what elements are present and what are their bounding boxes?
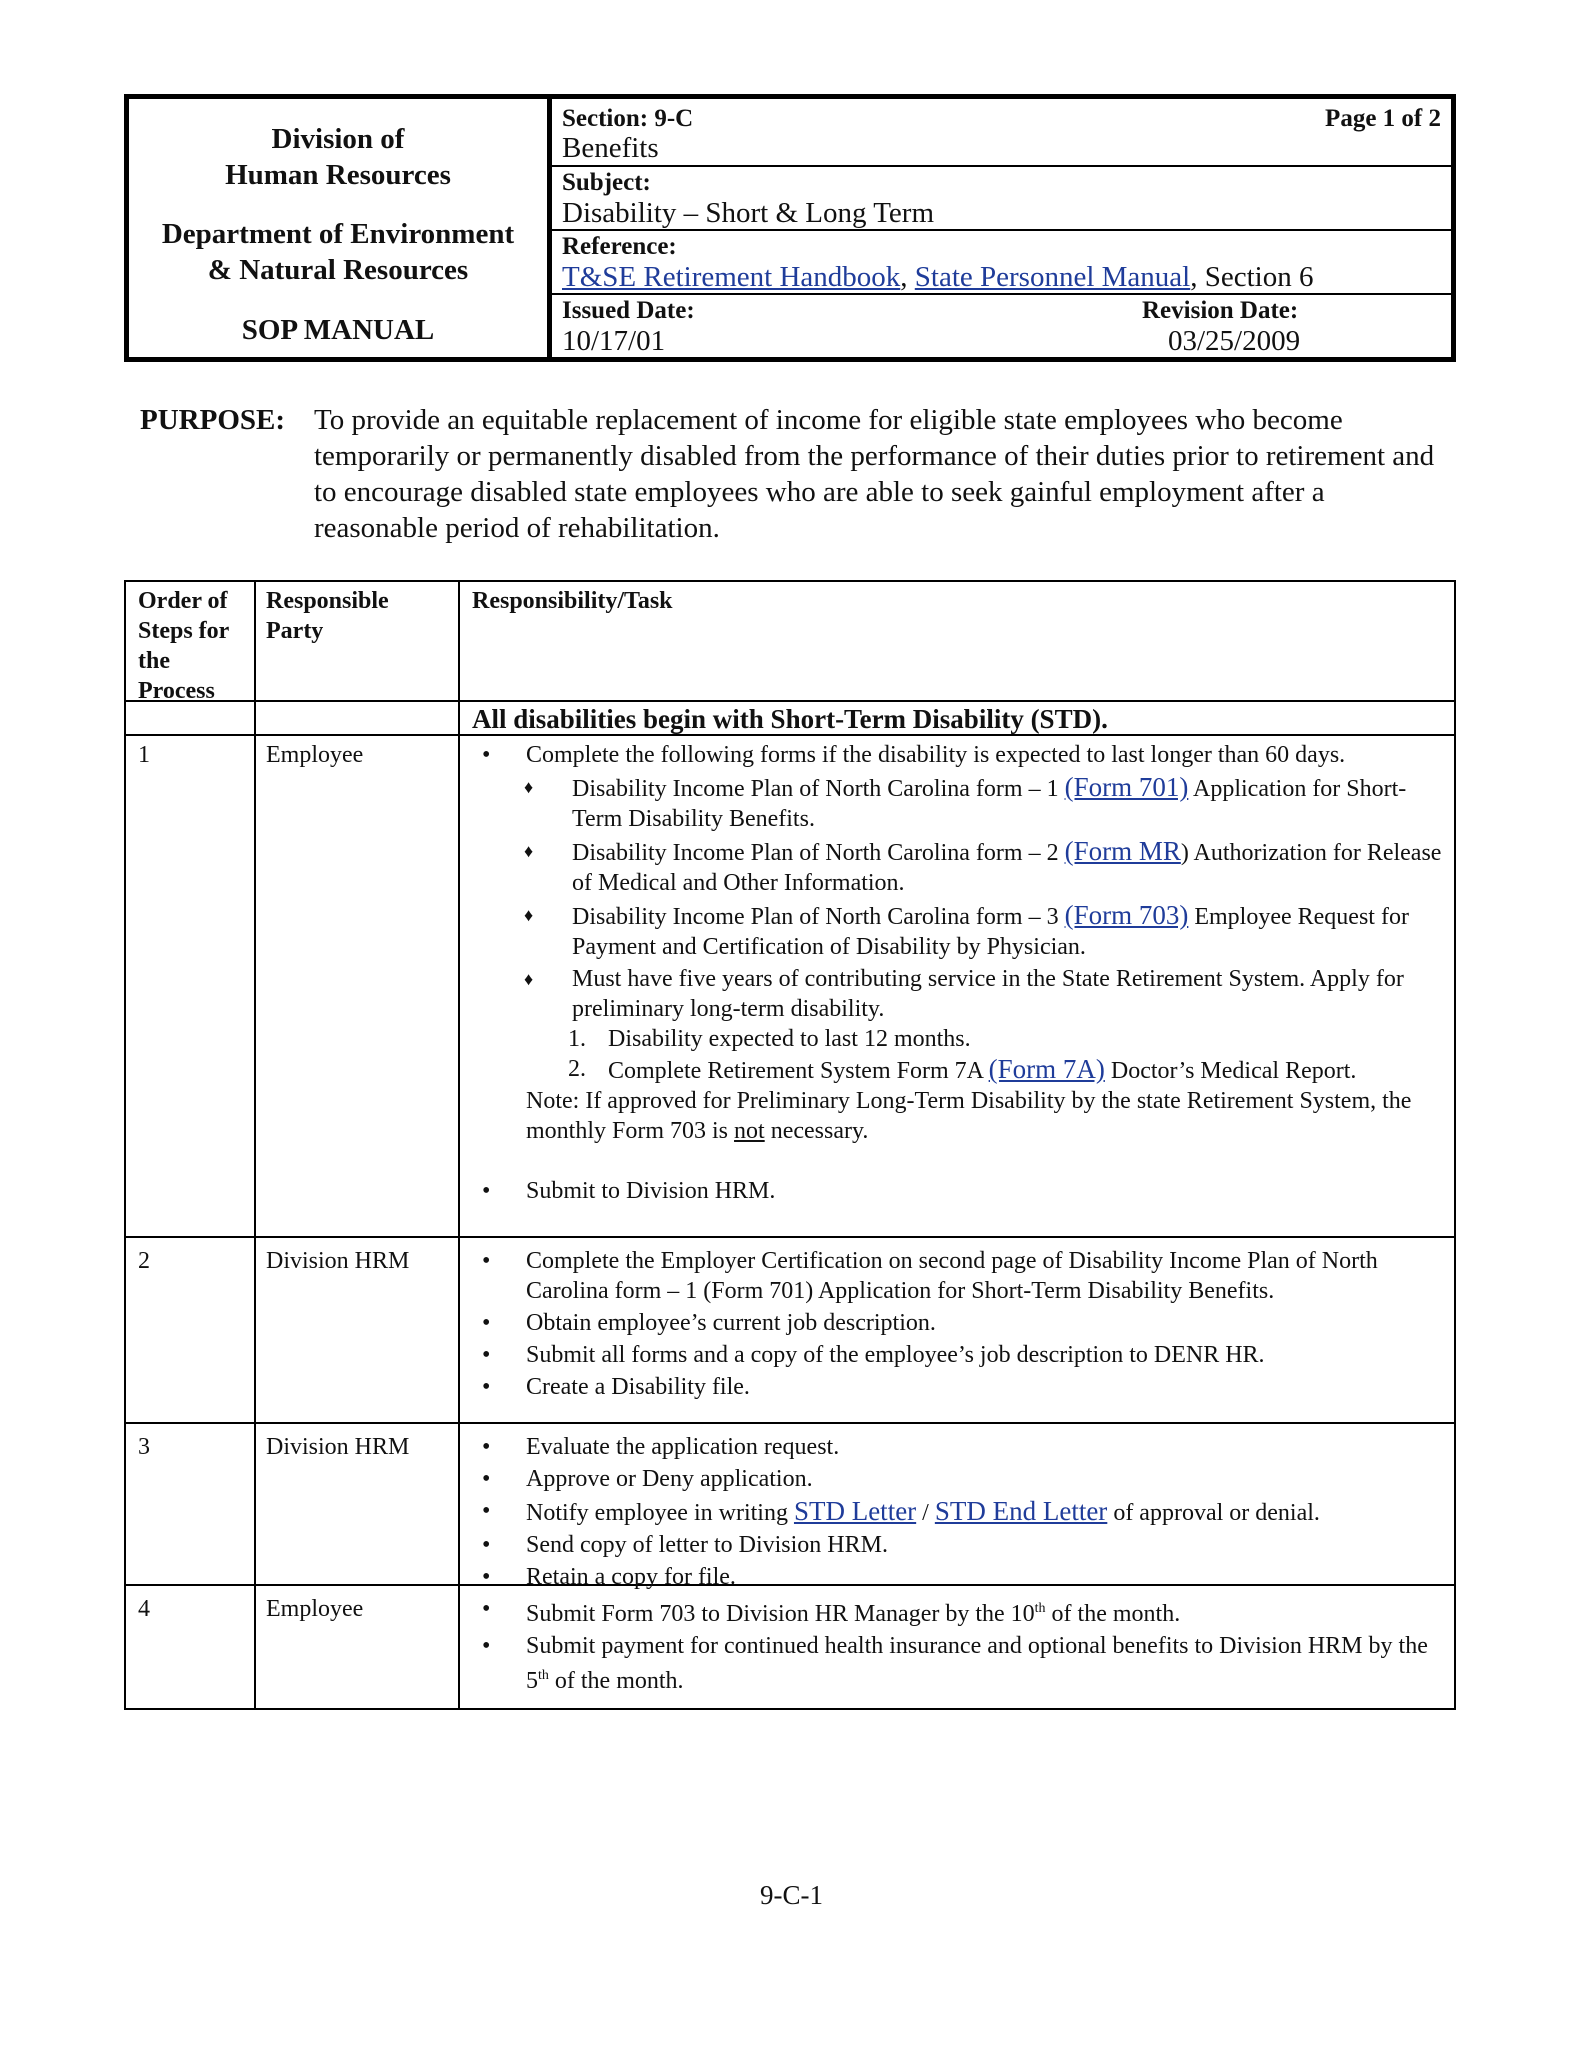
task-item: • Approve or Deny application. bbox=[468, 1464, 1446, 1494]
form-item bbox=[468, 900, 1446, 962]
org-line: Human Resources bbox=[225, 159, 451, 191]
form-item bbox=[468, 836, 1446, 898]
header-line: Process bbox=[138, 678, 215, 704]
item-text: Doctor’s Medical Report. bbox=[1104, 1058, 1357, 1084]
org-line: Department of Environment bbox=[161, 218, 515, 250]
std-letter-link[interactable]: STD Letter bbox=[793, 1496, 917, 1526]
sop-manual-title: SOP MANUAL bbox=[241, 314, 435, 346]
page-label: Page 1 of 2 bbox=[1325, 105, 1441, 132]
item-text: Disability expected to last 12 months. bbox=[608, 1026, 971, 1052]
document-info bbox=[552, 99, 1451, 357]
purpose-label: PURPOSE: bbox=[140, 404, 285, 436]
responsible-party: Division HRM bbox=[266, 1248, 410, 1274]
numbered-item bbox=[468, 1054, 1446, 1086]
step-number: 2 bbox=[138, 1248, 150, 1274]
header-box bbox=[124, 94, 1456, 362]
task-item: • Submit to Division HRM. bbox=[468, 1176, 1446, 1206]
task-item: • Complete the following forms if the disability is expected to last longer than 60 days. bbox=[468, 740, 1446, 770]
responsible-party: Employee bbox=[266, 1596, 364, 1622]
organization-block bbox=[129, 99, 552, 357]
intro-statement: All disabilities begin with Short-Term Disability (STD). bbox=[472, 704, 1108, 734]
reference-row bbox=[552, 229, 1451, 295]
reference-label: Reference: bbox=[562, 233, 677, 260]
task-item bbox=[468, 1594, 1446, 1629]
task-text: Submit payment for continued health insurance and optional benefits to Division HRM by the 5 bbox=[526, 1633, 1428, 1694]
state-personnel-manual-link[interactable]: State Personnel Manual bbox=[914, 261, 1191, 293]
task-item: • Retain a copy for file. bbox=[468, 1562, 1446, 1592]
reference-separator: , bbox=[900, 261, 915, 293]
note-emphasis: not bbox=[734, 1118, 765, 1144]
form-text: Application for Short-Term Disability Benefits. bbox=[572, 776, 1407, 832]
subject-label: Subject: bbox=[562, 169, 651, 196]
header-line: the bbox=[138, 648, 170, 674]
step-number: 3 bbox=[138, 1434, 150, 1460]
form-text: Disability Income Plan of North Carolina form – 3 bbox=[572, 904, 1065, 930]
task-item: • Send copy of letter to Division HRM. bbox=[468, 1530, 1446, 1560]
std-end-letter-link[interactable]: STD End Letter bbox=[934, 1496, 1108, 1526]
form-text: Employee Request for Payment and Certification of Disability by Physician. bbox=[572, 904, 1409, 960]
issued-date-value: 10/17/01 bbox=[562, 325, 666, 357]
form-text: Disability Income Plan of North Carolina form – 2 bbox=[572, 840, 1065, 866]
retirement-handbook-link[interactable]: T&SE Retirement Handbook bbox=[562, 261, 901, 293]
responsible-party: Division HRM bbox=[266, 1434, 410, 1460]
form-item: ♦ Must have five years of contributing service in the State Retirement System. Apply for preliminary long-term disability. bbox=[468, 964, 1446, 1024]
org-line: Division of bbox=[271, 123, 405, 155]
form-7a-link[interactable]: (Form 7A) bbox=[988, 1054, 1105, 1084]
task-text: / bbox=[916, 1500, 935, 1526]
form-item bbox=[468, 772, 1446, 834]
subject-row bbox=[552, 165, 1451, 231]
form-text: ) Authorization for Release of Medical and Other Information. bbox=[572, 840, 1442, 896]
section-value: Benefits bbox=[562, 132, 659, 164]
form-701-link[interactable]: (Form 701) bbox=[1064, 772, 1189, 802]
task-item: • Obtain employee’s current job description. bbox=[468, 1308, 1446, 1338]
task-item: • Create a Disability file. bbox=[468, 1372, 1446, 1402]
task-text: of the month. bbox=[1045, 1601, 1181, 1627]
dates-row bbox=[552, 293, 1451, 359]
header-order-of-steps bbox=[138, 586, 229, 706]
subject-value: Disability – Short & Long Term bbox=[562, 197, 935, 229]
superscript: th bbox=[538, 1668, 549, 1683]
column-divider bbox=[254, 582, 256, 1708]
row-divider bbox=[126, 1422, 1454, 1424]
item-number: 1. bbox=[568, 1026, 586, 1052]
revision-date-label: Revision Date: bbox=[1142, 297, 1299, 324]
revision-date-value: 03/25/2009 bbox=[1168, 325, 1301, 357]
header-line: Responsible bbox=[266, 588, 389, 614]
purpose-section bbox=[140, 402, 1440, 546]
row-divider bbox=[126, 700, 1454, 702]
header-responsibility-task: Responsibility/Task bbox=[472, 588, 673, 614]
header-line: Order of bbox=[138, 588, 228, 614]
form-703-link[interactable]: (Form 703) bbox=[1064, 900, 1189, 930]
header-line: Steps for bbox=[138, 618, 230, 644]
page-footer: 9-C-1 bbox=[760, 1880, 823, 1910]
section-label: Section: 9-C bbox=[562, 105, 694, 132]
section-row bbox=[552, 99, 1451, 165]
step-1-tasks bbox=[468, 740, 1446, 1206]
form-text: Disability Income Plan of North Carolina form – 1 bbox=[572, 776, 1065, 802]
note-part: Note: If approved for Preliminary Long-Term Disability by the state Retirement System, the monthly Form 703 is bbox=[526, 1088, 1412, 1144]
task-text: Notify employee in writing bbox=[526, 1500, 794, 1526]
responsible-party: Employee bbox=[266, 742, 364, 768]
step-3-tasks bbox=[468, 1432, 1446, 1592]
issued-date-label: Issued Date: bbox=[562, 297, 695, 324]
form-mr-link[interactable]: (Form MR bbox=[1064, 836, 1181, 866]
purpose-text: To provide an equitable replacement of income for eligible state employees who become temporarily or permanently disabled from the performance of their duties prior to retirement and to encourage disabled state employees who are able to seek gainful employment after a reasonable period of rehabilitation. bbox=[314, 404, 1435, 544]
task-item: • Submit all forms and a copy of the employee’s job description to DENR HR. bbox=[468, 1340, 1446, 1370]
numbered-item bbox=[468, 1024, 1446, 1054]
procedure-table bbox=[124, 580, 1456, 1710]
column-divider bbox=[458, 582, 460, 1708]
task-text: of the month. bbox=[548, 1668, 684, 1694]
reference-tail: , Section 6 bbox=[1190, 261, 1314, 293]
task-item: • Complete the Employer Certification on second page of Disability Income Plan of North Carolina form – 1 (Form 701) Application for Short-Term Disability Benefits. bbox=[468, 1246, 1446, 1306]
item-text: Complete Retirement System Form 7A bbox=[608, 1058, 989, 1084]
step-4-tasks bbox=[468, 1594, 1446, 1696]
header-responsible-party bbox=[266, 586, 389, 646]
row-divider bbox=[126, 734, 1454, 736]
step-number: 4 bbox=[138, 1596, 150, 1622]
reference-value bbox=[562, 261, 1313, 294]
org-line: & Natural Resources bbox=[207, 254, 469, 286]
step-number: 1 bbox=[138, 742, 150, 768]
note-part: necessary. bbox=[764, 1118, 869, 1144]
step-2-tasks bbox=[468, 1246, 1446, 1402]
task-item bbox=[468, 1496, 1446, 1528]
task-item: • Evaluate the application request. bbox=[468, 1432, 1446, 1462]
task-text: Submit Form 703 to Division HR Manager by the 10 bbox=[526, 1601, 1035, 1627]
superscript: th bbox=[1034, 1601, 1046, 1616]
task-item bbox=[468, 1631, 1446, 1696]
item-number: 2. bbox=[568, 1056, 586, 1082]
note-text bbox=[468, 1086, 1446, 1146]
row-divider bbox=[126, 1236, 1454, 1238]
header-line: Party bbox=[266, 618, 324, 644]
task-text: of approval or denial. bbox=[1107, 1500, 1320, 1526]
